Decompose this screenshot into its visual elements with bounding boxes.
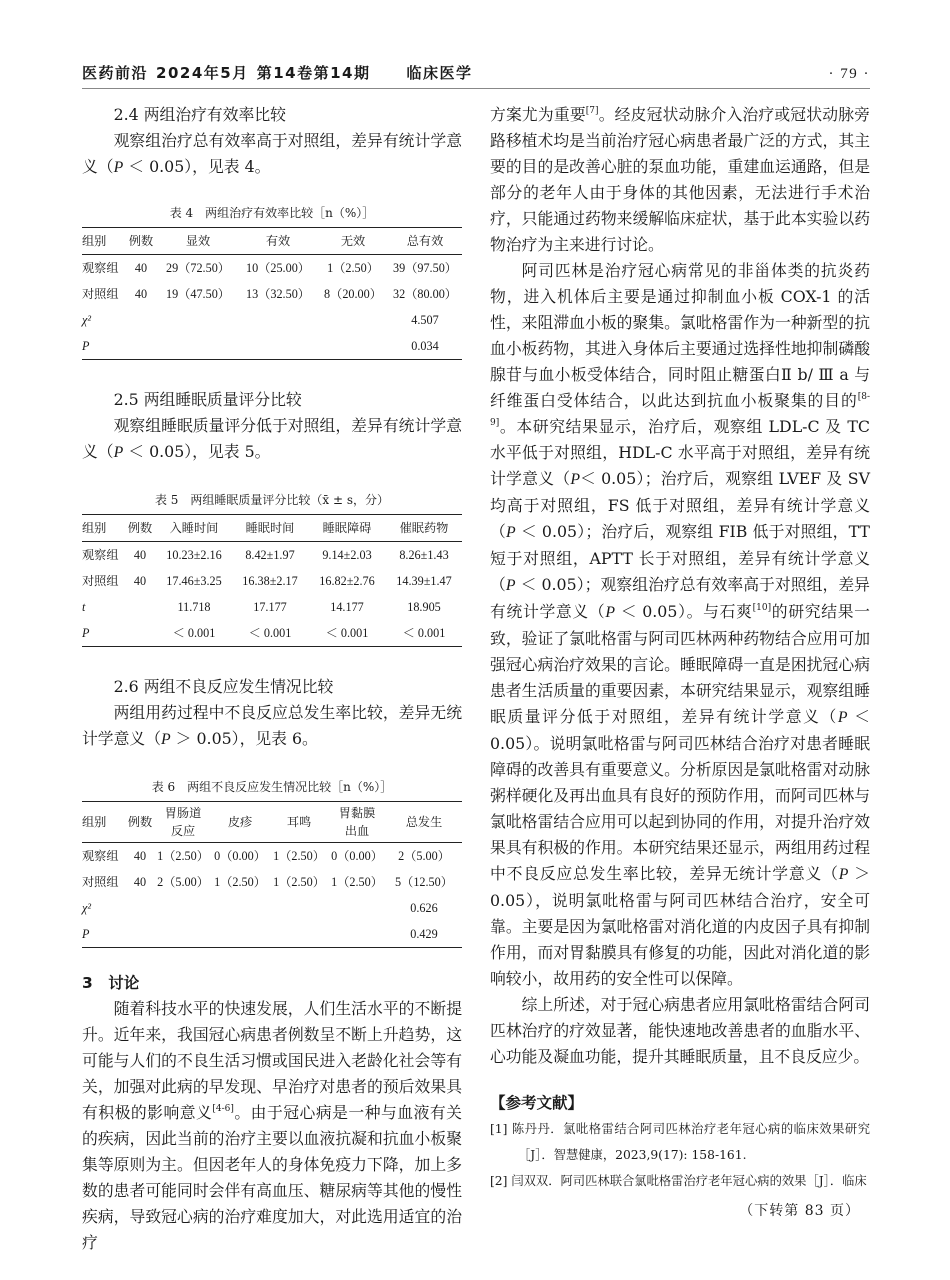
text-run: ＜ 0.05）。说明氯吡格雷与阿司匹林结合治疗对患者睡眠障碍的改善具有重要意义。分析原因是氯吡格雷对动脉粥样硬化及再出血具有良好的预防作用，而阿司匹林与氯吡格雷结合应用可以起到协同的作用，对提升治疗效果具有积极的作用。本研究结果还显示，两组用药过程中不良反应总发生率比较，差异无统计学意义（ bbox=[490, 707, 870, 883]
table-cell: t bbox=[82, 600, 86, 614]
text-run: 阿司匹林是治疗冠心病常见的非甾体类的抗炎药物，进入机体后主要是通过抑制血小板 COX-1 的活性，来阻滞血小板的聚集。氯吡格雷作为一种新型的抗血小板药物，其进入身体后主要通过选择性地抑制磷酸腺苷与血小板受体结合，同时阻止糖蛋白Ⅱ b/ Ⅲ a 与纤维蛋白受体结合，以此达到抗血小板聚集的目的 bbox=[490, 261, 870, 410]
table-cell: 观察组 bbox=[82, 849, 119, 863]
text-run: ＜ 0.05）；治疗后，观察组 LVEF 及 SV 均高于对照组，FS 低于对照组，差异有统计学意义（ bbox=[490, 469, 870, 541]
citation-superscript: [8-9] bbox=[490, 392, 870, 428]
table-cell: 14.39±1.47 bbox=[396, 574, 452, 588]
table-cell: 40 bbox=[134, 287, 148, 301]
text-run: ＜ 0.05），见表 5。 bbox=[123, 442, 271, 461]
table-cell bbox=[124, 307, 158, 333]
table-cell: χ² bbox=[82, 313, 92, 327]
column-header: 胃黏膜出血 bbox=[338, 806, 376, 838]
text-run: 方案尤为重要 bbox=[490, 105, 586, 124]
table-cell: 39（97.50） bbox=[393, 261, 457, 275]
table-cell bbox=[270, 895, 328, 921]
table-cell: 9.14±2.03 bbox=[322, 548, 372, 562]
table-cell: 观察组 bbox=[82, 548, 119, 562]
table-cell: 1（2.50） bbox=[331, 875, 383, 889]
table-cell: 40 bbox=[133, 548, 147, 562]
table-cell: 8（20.00） bbox=[324, 287, 382, 301]
table-cell bbox=[124, 895, 156, 921]
text-run: ＜ 0.05），见表 4。 bbox=[123, 157, 271, 176]
column-header: 催眠药物 bbox=[399, 521, 449, 535]
table-cell: 40 bbox=[134, 261, 148, 275]
column-header: 例数 bbox=[128, 234, 154, 248]
table-cell: 16.38±2.17 bbox=[242, 574, 298, 588]
table-cell: 40 bbox=[133, 875, 147, 889]
paragraph bbox=[490, 992, 870, 1070]
table-cell: 10（25.00） bbox=[246, 261, 310, 275]
section-heading-2-4: 2.4 两组治疗有效率比较 bbox=[113, 105, 286, 124]
table-cell: P bbox=[82, 626, 90, 640]
table-cell: 0.429 bbox=[410, 927, 438, 941]
table-cell: 1（2.50） bbox=[157, 849, 209, 863]
paragraph bbox=[82, 413, 462, 466]
paragraph bbox=[490, 102, 870, 258]
paragraph bbox=[490, 258, 870, 992]
table-cell bbox=[158, 307, 238, 333]
text-run: 观察组治疗总有效率高于对照组，差异有统计学意义（ bbox=[82, 131, 462, 176]
table-cell: 13（32.50） bbox=[246, 287, 310, 301]
column-header: 有效 bbox=[265, 234, 291, 248]
table-cell bbox=[270, 921, 328, 948]
column-header: 睡眠障碍 bbox=[322, 521, 372, 535]
italic-symbol: P bbox=[505, 577, 516, 594]
column-header: 无效 bbox=[340, 234, 366, 248]
column-header: 组别 bbox=[82, 815, 107, 829]
paragraph bbox=[82, 128, 462, 181]
header-divider bbox=[82, 88, 870, 89]
table-row bbox=[82, 255, 462, 282]
right-column bbox=[490, 102, 870, 1224]
table-row bbox=[82, 568, 462, 594]
table-cell bbox=[318, 307, 388, 333]
table-cell bbox=[124, 333, 158, 360]
table-6 bbox=[82, 801, 462, 948]
issue-date: 2024年5月 bbox=[156, 64, 249, 82]
paragraph bbox=[82, 700, 462, 753]
text-run: ＞ 0.05），见表 6。 bbox=[170, 729, 318, 748]
text-run: 两组用药过程中不良反应总发生率比较，差异无统计学意义（ bbox=[82, 703, 462, 748]
table-cell: 14.177 bbox=[330, 600, 364, 614]
table-5 bbox=[82, 514, 462, 647]
column-header: 组别 bbox=[82, 521, 107, 535]
italic-symbol: P bbox=[838, 866, 849, 883]
table-header-row bbox=[82, 802, 462, 843]
text-run: 的研究结果一致，验证了氯吡格雷与阿司匹林两种药物结合应用可加强冠心病治疗效果的言论。睡眠障碍一直是困扰冠心病患者生活质量的重要因素，本研究结果显示，观察组睡眠质量评分低于对照组，差异有统计学意义（ bbox=[490, 602, 870, 726]
reference-item: [2] 闫双双．阿司匹林联合氯吡格雷治疗老年冠心病的效果［J］．临床 bbox=[490, 1174, 867, 1188]
table-cell bbox=[238, 307, 318, 333]
table-cell: 18.905 bbox=[407, 600, 441, 614]
section-heading-3: 3 讨论 bbox=[82, 974, 140, 992]
table-cell bbox=[124, 620, 156, 647]
italic-symbol: P bbox=[113, 159, 124, 176]
column-header: 总有效 bbox=[406, 234, 444, 248]
italic-symbol: P bbox=[570, 471, 581, 488]
table-row bbox=[82, 869, 462, 895]
table-cell bbox=[158, 333, 238, 360]
table-cell: P bbox=[82, 339, 90, 353]
table-cell: 1（2.50） bbox=[327, 261, 379, 275]
column-header: 胃肠道反应 bbox=[164, 806, 202, 838]
text-run: 观察组睡眠质量评分低于对照组，差异有统计学意义（ bbox=[82, 416, 462, 461]
text-run: ＜ 0.05）。与石爽 bbox=[615, 602, 753, 621]
table-cell: 0（0.00） bbox=[331, 849, 383, 863]
table-cell: 32（80.00） bbox=[393, 287, 457, 301]
table-4 bbox=[82, 227, 462, 360]
table-cell: 29（72.50） bbox=[166, 261, 230, 275]
table-cell: P bbox=[82, 927, 90, 941]
section-name: 临床医学 bbox=[406, 64, 473, 82]
table-cell: 40 bbox=[133, 574, 147, 588]
paragraph bbox=[82, 996, 462, 1256]
table-cell: 2（5.00） bbox=[398, 849, 450, 863]
table-cell: 40 bbox=[133, 849, 147, 863]
table-row bbox=[82, 594, 462, 620]
table-cell bbox=[210, 895, 270, 921]
text-run: ＜ 0.05）；观察组治疗总有效率高于对照组，差异有统计学意义（ bbox=[490, 575, 870, 621]
section-heading-2-6: 2.6 两组不良反应发生情况比较 bbox=[113, 677, 334, 696]
table-cell: 8.26±1.43 bbox=[399, 548, 449, 562]
table-row bbox=[82, 895, 462, 921]
table-cell bbox=[156, 895, 210, 921]
table-row bbox=[82, 307, 462, 333]
continued-note: （下转第 83 页） bbox=[739, 1203, 860, 1219]
table-cell: ＜ 0.001 bbox=[402, 626, 446, 640]
table-cell: 0（0.00） bbox=[214, 849, 266, 863]
table-cell: 对照组 bbox=[82, 574, 119, 588]
running-header bbox=[82, 62, 870, 86]
table-cell: ＜ 0.001 bbox=[172, 626, 216, 640]
text-run: ＜ 0.05）；治疗后，观察组 FIB 低于对照组，TT 短于对照组，APTT 长于对照组，差异有统计学意义（ bbox=[490, 522, 870, 594]
table-cell: 1（2.50） bbox=[273, 849, 325, 863]
table-cell: 0.626 bbox=[410, 901, 438, 915]
column-header: 例数 bbox=[127, 521, 153, 535]
text-run: 。由于冠心病是一种与血液有关的疾病，因此当前的治疗主要以血液抗凝和抗血小板聚集等原则为主。但因老年人的身体免疫力下降，加上多数的患者可能同时会伴有高血压、糖尿病等其他的慢性疾病，导致冠心病的治疗难度加大，对此选用适宜的治疗 bbox=[82, 1103, 462, 1252]
column-header: 睡眠时间 bbox=[245, 521, 295, 535]
table-cell: 10.23±2.16 bbox=[166, 548, 222, 562]
text-run: 。本研究结果显示，治疗后，观察组 LDL-C 及 TC 水平低于对照组，HDL-C 水平高于对照组，差异有统计学意义（ bbox=[490, 417, 870, 488]
table-cell: 0.034 bbox=[411, 339, 439, 353]
table-cell: 1（2.50） bbox=[214, 875, 266, 889]
issue-volume: 第14卷第14期 bbox=[256, 64, 371, 82]
table-row bbox=[82, 620, 462, 647]
text-run: 随着科技水平的快速发展，人们生活水平的不断提升。近年来，我国冠心病患者例数呈不断上升趋势，这可能与人们的不良生活习惯或国民进入老龄化社会等有关，加强对此病的早发现、早治疗对患者的预后效果具有积极的影响意义 bbox=[82, 999, 462, 1122]
table-row bbox=[82, 921, 462, 948]
table-row bbox=[82, 281, 462, 307]
table-cell: 11.718 bbox=[177, 600, 211, 614]
column-header: 例数 bbox=[127, 815, 153, 829]
table-row bbox=[82, 843, 462, 870]
table-cell bbox=[328, 921, 386, 948]
table-6-caption: 表 6 两组不良反应发生情况比较［n（%）］ bbox=[151, 780, 393, 794]
table-cell: χ² bbox=[82, 901, 92, 915]
italic-symbol: P bbox=[113, 444, 124, 461]
table-row bbox=[82, 333, 462, 360]
table-cell: 5（12.50） bbox=[395, 875, 453, 889]
table-cell: 4.507 bbox=[411, 313, 439, 327]
italic-symbol: P bbox=[161, 731, 171, 748]
text-run: ＞ 0.05），说明氯吡格雷与阿司匹林结合治疗，安全可靠。主要是因为氯吡格雷对消化道的内皮因子具有抑制作用，而对胃黏膜具有修复的功能，因此对消化道的影响较小，故用药的安全性可以保障。 bbox=[490, 864, 870, 988]
column-header: 总发生 bbox=[405, 815, 443, 829]
table-cell: 19（47.50） bbox=[166, 287, 230, 301]
italic-symbol: P bbox=[605, 604, 616, 621]
table-cell: 8.42±1.97 bbox=[245, 548, 295, 562]
references-heading: 【参考文献】 bbox=[490, 1094, 584, 1112]
citation-superscript: [7] bbox=[585, 106, 599, 116]
journal-name: 医药前沿 bbox=[82, 64, 149, 82]
table-cell: 17.46±3.25 bbox=[166, 574, 222, 588]
table-4-caption: 表 4 两组治疗有效率比较［n（%）］ bbox=[169, 206, 375, 220]
table-cell bbox=[210, 921, 270, 948]
table-cell bbox=[124, 921, 156, 948]
text-run: 综上所述，对于冠心病患者应用氯吡格雷结合阿司匹林治疗的疗效显著，能快速地改善患者的血脂水平、心功能及凝血功能，提升其睡眠质量，且不良反应少。 bbox=[490, 995, 870, 1066]
italic-symbol: P bbox=[506, 524, 516, 541]
table-cell: 对照组 bbox=[82, 875, 119, 889]
table-5-caption: 表 5 两组睡眠质量评分比较（x̄ ± s，分） bbox=[154, 493, 390, 507]
table-row bbox=[82, 542, 462, 569]
reference-item: [1] 陈丹丹．氯吡格雷结合阿司匹林治疗老年冠心病的临床效果研究［J］．智慧健康，2023,9(17): 158-161. bbox=[490, 1122, 870, 1162]
left-column bbox=[82, 102, 462, 1256]
table-header-row bbox=[82, 228, 462, 255]
column-header: 组别 bbox=[82, 234, 107, 248]
table-cell: 2（5.00） bbox=[157, 875, 209, 889]
column-header: 显效 bbox=[185, 234, 211, 248]
citation-superscript: [10] bbox=[752, 603, 772, 613]
section-heading-2-5: 2.5 两组睡眠质量评分比较 bbox=[113, 390, 302, 409]
table-cell: 17.177 bbox=[253, 600, 287, 614]
table-cell: ＜ 0.001 bbox=[325, 626, 369, 640]
table-cell: 观察组 bbox=[82, 261, 119, 275]
table-cell: 16.82±2.76 bbox=[319, 574, 375, 588]
table-cell bbox=[238, 333, 318, 360]
table-cell bbox=[124, 594, 156, 620]
italic-symbol: P bbox=[837, 709, 848, 726]
table-cell: ＜ 0.001 bbox=[248, 626, 292, 640]
table-header-row bbox=[82, 515, 462, 542]
column-header: 入睡时间 bbox=[169, 521, 219, 535]
table-cell bbox=[318, 333, 388, 360]
table-cell bbox=[156, 921, 210, 948]
text-run: 。经皮冠状动脉介入治疗或冠状动脉旁路移植术均是当前治疗冠心病患者最广泛的方式，其主要的目的是改善心脏的泵血功能，重建血运通路，但是部分的老年人由于身体的其他因素，无法进行手术治疗，只能通过药物来缓解临床症状，基于此本实验以药物治疗为主来进行讨论。 bbox=[490, 105, 870, 254]
table-cell: 对照组 bbox=[82, 287, 119, 301]
column-header: 皮疹 bbox=[227, 815, 253, 829]
citation-superscript: [4-6] bbox=[212, 1104, 234, 1114]
page-number: · 79 · bbox=[828, 66, 870, 82]
table-cell bbox=[328, 895, 386, 921]
column-header: 耳鸣 bbox=[286, 815, 312, 829]
table-cell: 1（2.50） bbox=[273, 875, 325, 889]
